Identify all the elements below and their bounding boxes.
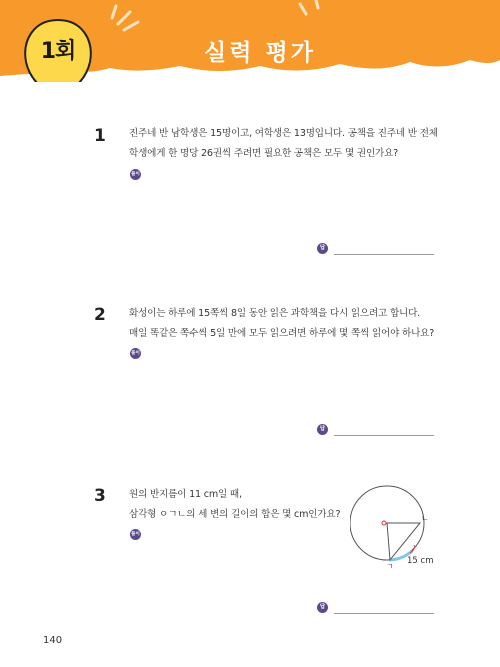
work-badge-1: 풀이 [130, 169, 141, 180]
round-label: 1회 [40, 39, 76, 64]
question-number-3: 3 [94, 486, 106, 506]
question-2-line-1: 화성이는 하루에 15쪽씩 8일 동안 읽은 과학책을 다시 읽으려고 합니다. [129, 308, 421, 319]
question-3-line-2: 삼각형 ㅇㄱㄴ의 세 변의 길이의 합은 몇 cm인가요? [129, 508, 341, 520]
answer-line-2[interactable] [334, 435, 434, 436]
question-text-1 [129, 124, 438, 163]
question-1-line-2: 학생에게 한 명당 26권씩 주려면 필요한 공책은 모두 몇 권인가요? [129, 147, 399, 159]
circle-triangle-figure [350, 483, 450, 579]
circle-diagram [350, 483, 450, 575]
answer-badge-3: 답 [317, 602, 328, 613]
question-number-1: 1 [94, 126, 106, 146]
work-badge-2: 풀이 [130, 348, 141, 359]
work-badge-3: 풀이 [130, 529, 141, 540]
question-text-2 [129, 304, 434, 343]
question-2-line-2: 매일 똑같은 쪽수씩 5일 만에 모두 읽으려면 하루에 몇 쪽씩 읽어야 하나요? [129, 327, 435, 339]
answer-badge-2: 답 [317, 424, 328, 435]
answer-badge-1: 답 [317, 243, 328, 254]
answer-line-3[interactable] [334, 613, 434, 614]
question-3-line-1: 원의 반지름이 11 cm일 때, [129, 489, 242, 500]
question-1-line-1: 진주네 반 남학생은 15명이고, 여학생은 13명입니다. 공책을 진주네 반 전체 [129, 128, 438, 139]
answer-line-1[interactable] [334, 254, 434, 255]
side-length-label: 15 cm [407, 556, 434, 566]
header-banner [0, 0, 500, 82]
question-text-3 [129, 485, 340, 524]
page-number: 140 [43, 635, 63, 646]
question-number-2: 2 [94, 305, 106, 325]
center-point [382, 521, 386, 525]
vertex-label-top: ㄴ [421, 514, 429, 523]
page-title: 실력 평가 [204, 40, 316, 66]
vertex-label-bottom: ㄱ [386, 562, 394, 571]
